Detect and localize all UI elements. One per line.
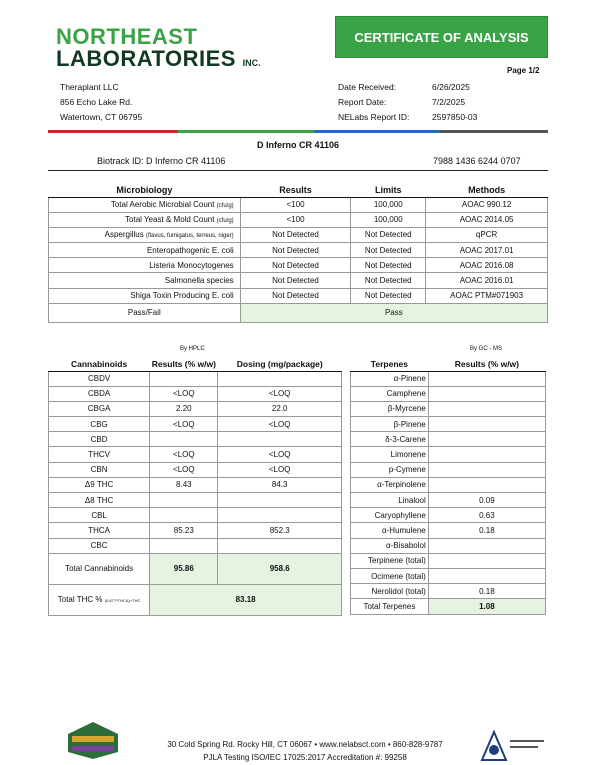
table-row: [49, 477, 342, 492]
product-name: D Inferno CR 41106: [256, 140, 340, 150]
micro-cell: <100: [240, 212, 351, 227]
terpene-name: Linalool: [351, 493, 429, 508]
terpene-value: [428, 447, 545, 462]
terpene-name: α-Bisabolol: [351, 538, 429, 553]
terpene-value: [428, 568, 545, 583]
test-unit: (cfu/g): [216, 203, 234, 210]
test-name: [49, 288, 241, 303]
cannabinoid-cell: <LOQ: [218, 447, 342, 462]
cannabinoid-cell: [218, 493, 342, 508]
terpene-name: α-Humulene: [351, 523, 429, 538]
total-cannabinoids-row: [49, 553, 342, 584]
micro-cell: 100,000: [351, 197, 426, 212]
table-row: [49, 493, 342, 508]
micro-cell: Not Detected: [240, 288, 351, 303]
table-row: [351, 477, 546, 492]
cannabinoid-cell: 8.43: [150, 477, 218, 492]
cannabinoid-cell: <LOQ: [218, 386, 342, 401]
table-row: [49, 243, 548, 258]
cannabinoid-cell: <LOQ: [218, 417, 342, 432]
meta-values: 6/26/2025 7/2/2025 2597850-03: [432, 82, 478, 122]
table-row: [351, 493, 546, 508]
table-row: [49, 197, 548, 212]
micro-cell: qPCR: [426, 227, 548, 242]
micro-cell: AOAC 2017.01: [426, 243, 548, 258]
cannabinoid-cell: [150, 371, 218, 386]
logo-top: NORTHEAST: [56, 24, 198, 49]
table-row: [49, 371, 342, 386]
cannabinoid-cell: CBGA: [49, 401, 150, 416]
test-name: [49, 273, 241, 288]
cannabinoid-cell: THCV: [49, 447, 150, 462]
cannabinoid-cell: Δ8 THC: [49, 493, 150, 508]
table-row: [351, 553, 546, 568]
terpene-value: [428, 417, 545, 432]
total-terpenes-value: 1.08: [428, 599, 545, 614]
terpene-name: β-Myrcene: [351, 401, 429, 416]
test-label: Total Aerobic Microbial Count: [110, 200, 215, 210]
micro-cell: AOAC 990.12: [426, 197, 548, 212]
micro-header: Methods: [426, 184, 548, 197]
table-row: [351, 568, 546, 583]
table-row: [49, 386, 342, 401]
micro-cell: 100,000: [351, 212, 426, 227]
micro-cell: Not Detected: [240, 243, 351, 258]
test-label: Shiga Toxin Producing E. coli: [130, 291, 234, 301]
test-label: Enteropathogenic E. coli: [146, 245, 234, 255]
gcms-note: By GC - MS: [470, 346, 503, 352]
table-row: [49, 288, 548, 303]
divider: [48, 170, 548, 171]
test-label: Total Yeast & Mold Count: [125, 215, 215, 225]
total-terpenes-row: [351, 599, 546, 614]
cannabinoid-cell: CBC: [49, 538, 150, 553]
terpene-name: Nerolidol (total): [351, 584, 429, 599]
terpene-value: 0.09: [428, 493, 545, 508]
table-row: [49, 462, 342, 477]
micro-header: Results: [240, 184, 351, 197]
cannabinoid-cell: [218, 508, 342, 523]
micro-cell: AOAC 2016.08: [426, 258, 548, 273]
micro-cell: Not Detected: [351, 288, 426, 303]
cannabinoids-table: [48, 357, 342, 616]
cannabinoid-cell: <LOQ: [150, 447, 218, 462]
table-row: [49, 227, 548, 242]
test-label: Salmonella species: [164, 276, 234, 286]
cannabinoid-cell: CBN: [49, 462, 150, 477]
table-row: [49, 401, 342, 416]
table-row: [351, 432, 546, 447]
terpene-value: [428, 538, 545, 553]
micro-header: Limits: [351, 184, 426, 197]
terpene-name: Caryophyllene: [351, 508, 429, 523]
terpene-value: [428, 371, 545, 386]
terpenes-table: [350, 357, 546, 615]
test-name: [49, 227, 241, 242]
total-thc-value: 83.18: [150, 584, 342, 615]
terpene-value: 0.18: [428, 584, 545, 599]
terpene-value: [428, 553, 545, 568]
micro-cell: AOAC 2016.01: [426, 273, 548, 288]
cannabinoid-cell: <LOQ: [218, 462, 342, 477]
micro-cell: Not Detected: [351, 273, 426, 288]
cannabinoid-cell: [150, 508, 218, 523]
test-name: [49, 212, 241, 227]
terpene-name: p-Cymene: [351, 462, 429, 477]
can-header: Dosing (mg/package): [218, 357, 342, 371]
color-bar-segment: [439, 130, 548, 133]
cannabinoid-cell: CBDA: [49, 386, 150, 401]
table-row: [351, 371, 546, 386]
hplc-note: By HPLC: [180, 346, 205, 352]
total-cannabinoids-pct: 95.86: [150, 553, 218, 584]
micro-cell: Not Detected: [240, 258, 351, 273]
cannabinoid-cell: [150, 538, 218, 553]
pjla-accreditation-logo: [480, 730, 546, 764]
test-name: [49, 258, 241, 273]
test-unit: (flavus, fumigatus, terreus, niger): [145, 233, 234, 240]
color-bar-segment: [48, 130, 178, 133]
cannabinoid-cell: CBD: [49, 432, 150, 447]
cannabinoid-cell: CBG: [49, 417, 150, 432]
color-bar-segment: [314, 130, 439, 133]
color-bar: [48, 130, 548, 133]
terpene-name: α-Pinene: [351, 371, 429, 386]
cannabinoid-cell: 84.3: [218, 477, 342, 492]
cannabinoid-cell: [150, 432, 218, 447]
total-thc-formula: (0.877*THCA)+THC: [104, 598, 141, 604]
table-row: [351, 508, 546, 523]
terpene-value: [428, 477, 545, 492]
total-cannabinoids-mg: 958.6: [218, 553, 342, 584]
table-row: [49, 258, 548, 273]
terpene-name: Camphene: [351, 386, 429, 401]
ter-header: Terpenes: [351, 357, 429, 371]
table-row: [49, 523, 342, 538]
can-header: Results (% w/w): [150, 357, 218, 371]
terpene-name: Ocimene (total): [351, 568, 429, 583]
passfail-value: Pass: [240, 303, 547, 322]
logo-bottom: LABORATORIES INC.: [56, 46, 261, 71]
test-name: [49, 243, 241, 258]
micro-cell: Not Detected: [351, 258, 426, 273]
table-row: [351, 538, 546, 553]
terpene-name: Limonene: [351, 447, 429, 462]
micro-cell: AOAC 2014.05: [426, 212, 548, 227]
total-thc-label: [49, 584, 150, 615]
table-row: [49, 212, 548, 227]
terpene-value: [428, 462, 545, 477]
terpene-name: α-Terpinolene: [351, 477, 429, 492]
table-row: [49, 417, 342, 432]
total-terpenes-label: Total Terpenes: [351, 599, 429, 614]
microbiology-table: [48, 184, 548, 323]
table-row: [351, 386, 546, 401]
cannabinoid-cell: [218, 371, 342, 386]
test-unit: (cfu/g): [216, 218, 234, 225]
table-row: [351, 584, 546, 599]
cannabinoid-cell: THCA: [49, 523, 150, 538]
micro-cell: Not Detected: [351, 227, 426, 242]
total-thc-row: [49, 584, 342, 615]
document-title: CERTIFICATE OF ANALYSIS: [335, 16, 548, 58]
test-name: [49, 197, 241, 212]
table-row: [351, 523, 546, 538]
cannabinoid-cell: 22.0: [218, 401, 342, 416]
table-row: [49, 273, 548, 288]
terpene-name: β-Pinene: [351, 417, 429, 432]
table-row: [49, 538, 342, 553]
cannabinoid-cell: CBL: [49, 508, 150, 523]
table-row: [49, 447, 342, 462]
micro-cell: Not Detected: [351, 243, 426, 258]
terpene-value: [428, 432, 545, 447]
test-label: Listeria Monocytogenes: [149, 260, 234, 270]
micro-cell: Not Detected: [240, 227, 351, 242]
biotrack-number: 7988 1436 6244 0707: [433, 156, 521, 166]
terpene-name: Terpinene (total): [351, 553, 429, 568]
micro-cell: <100: [240, 197, 351, 212]
terpene-name: δ-3-Carene: [351, 432, 429, 447]
cannabinoid-cell: <LOQ: [150, 417, 218, 432]
terpene-value: [428, 401, 545, 416]
cannabinoid-cell: [218, 432, 342, 447]
biotrack-id: Biotrack ID: D Inferno CR 41106: [97, 156, 226, 166]
table-row: [49, 432, 342, 447]
total-cannabinoids-label: Total Cannabinoids: [49, 553, 150, 584]
client-address: Theraplant LLC 856 Echo Lake Rd. Watertown, CT 06795: [60, 82, 143, 122]
meta-labels: Date Received: Report Date: NELabs Report ID:: [338, 82, 410, 122]
table-row: [351, 447, 546, 462]
table-row: [49, 508, 342, 523]
page-number: Page 1/2: [507, 66, 540, 75]
micro-header: Microbiology: [49, 184, 241, 197]
cannabinoid-cell: 2.20: [150, 401, 218, 416]
cannabinoid-cell: 85.23: [150, 523, 218, 538]
test-label: Aspergillus: [104, 230, 144, 240]
footer: 30 Cold Spring Rd. Rocky Hill, CT 06067 • www.nelabsct.com • 860-828-9787 PJLA Testing ISO/IEC 17025:2017 Accreditation #: 99258: [167, 740, 443, 762]
color-bar-segment: [178, 130, 314, 133]
table-row: [351, 417, 546, 432]
cannabinoid-cell: <LOQ: [150, 462, 218, 477]
cannabinoid-cell: 852.3: [218, 523, 342, 538]
terpene-value: 0.18: [428, 523, 545, 538]
cannabinoid-cell: CBDV: [49, 371, 150, 386]
micro-cell: AOAC PTM#071903: [426, 288, 548, 303]
ter-header: Results (% w/w): [428, 357, 545, 371]
cannabinoid-cell: [150, 493, 218, 508]
micro-cell: Not Detected: [240, 273, 351, 288]
table-row: [351, 462, 546, 477]
terpene-value: 0.63: [428, 508, 545, 523]
cannabinoid-cell: [218, 538, 342, 553]
cannabinoid-cell: <LOQ: [150, 386, 218, 401]
certification-seal-logo: [60, 720, 126, 760]
cannabinoid-cell: Δ9 THC: [49, 477, 150, 492]
passfail-label: Pass/Fail: [49, 303, 241, 322]
table-row: [351, 401, 546, 416]
can-header: Cannabinoids: [49, 357, 150, 371]
terpene-value: [428, 386, 545, 401]
passfail-row: [49, 303, 548, 322]
total-thc-title: Total THC %: [57, 595, 103, 605]
